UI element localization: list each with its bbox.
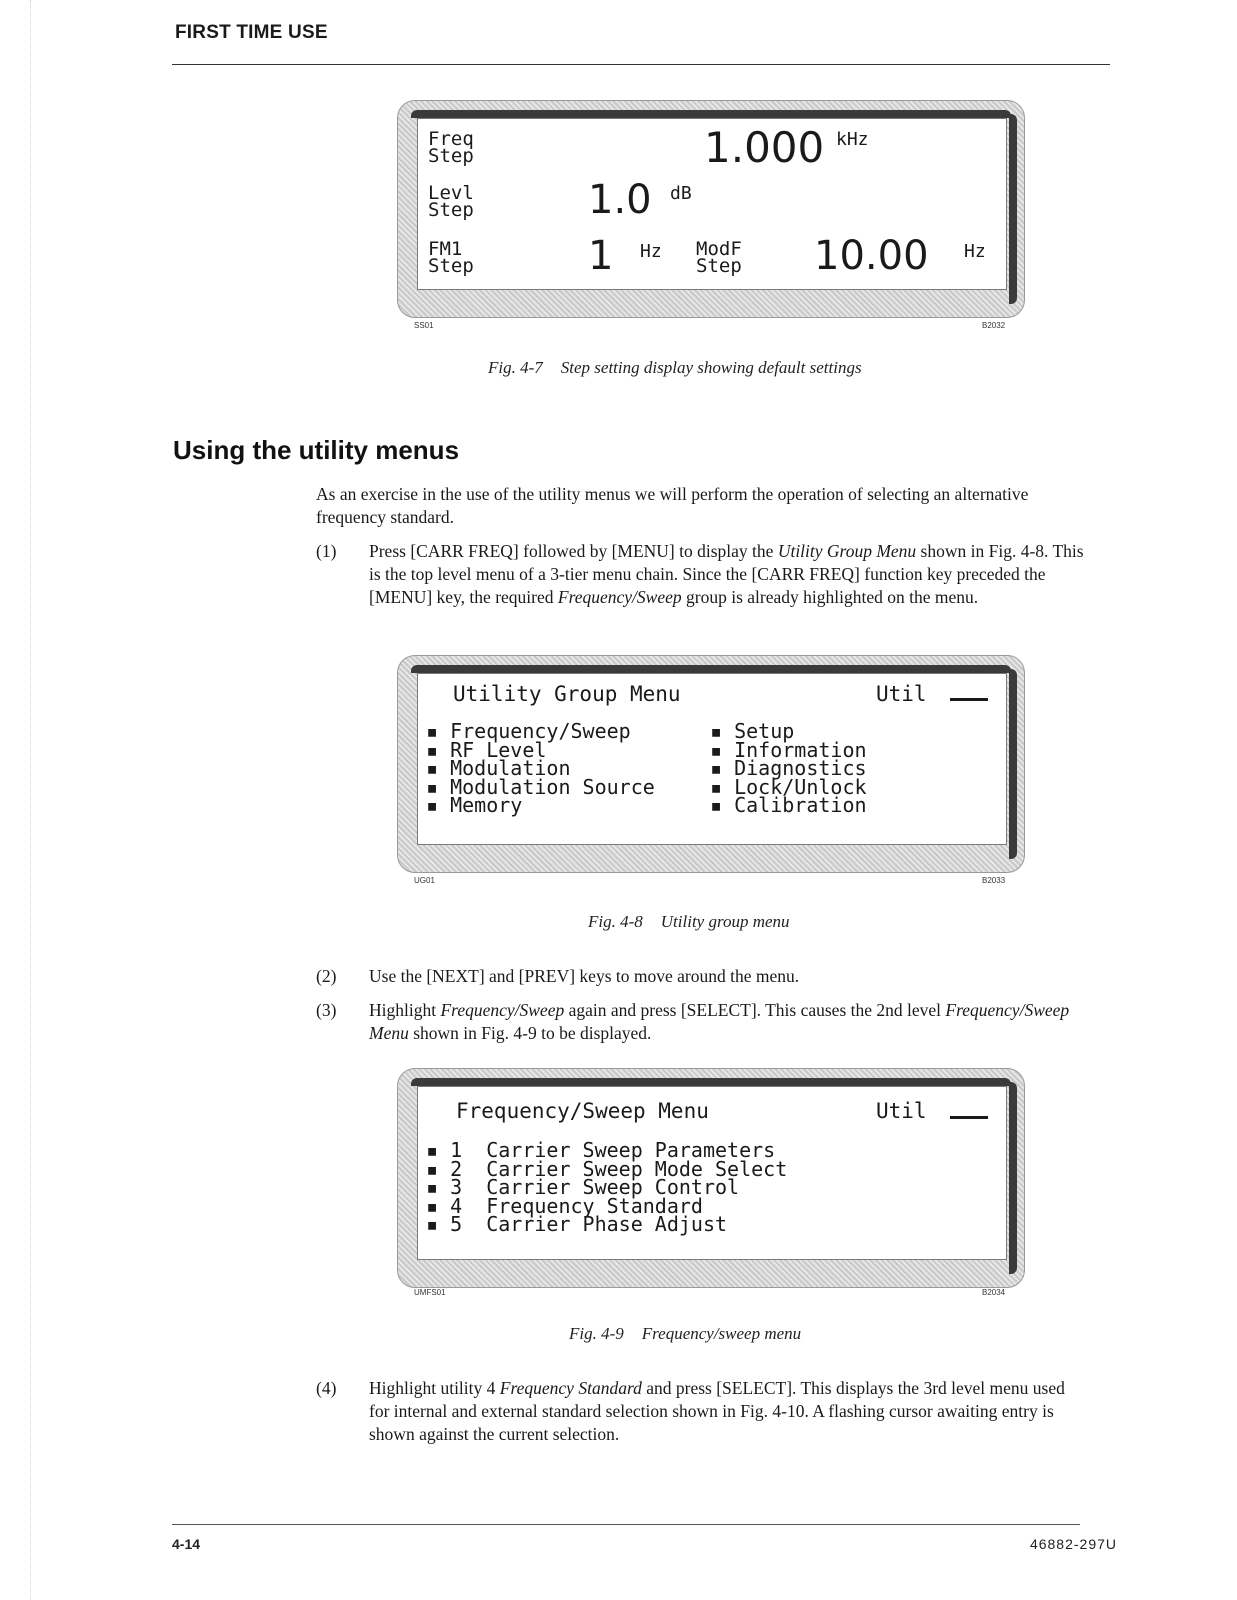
bullet-icon: ▪ [426, 1156, 451, 1181]
menu-item-list [426, 1138, 788, 1236]
fm1-step-value: 1 [588, 233, 614, 279]
frequency-sweep-menu-display [397, 1068, 1025, 1288]
menu-item-label: 3 Carrier Sweep Control [450, 1175, 740, 1199]
bezel-shadow-right [1009, 669, 1017, 859]
menu-mode: Util [876, 682, 927, 706]
menu-item[interactable] [426, 793, 655, 817]
intro-paragraph: As an exercise in the use of the utility menus we will perform the operation of selecting an alternative frequency standard. [316, 484, 1029, 527]
step-text: Use the [NEXT] and [PREV] keys to move around the menu. [369, 966, 800, 986]
bullet-icon: ▪ [426, 774, 451, 799]
menu-item[interactable] [710, 793, 867, 817]
bullet-icon: ▪ [426, 737, 451, 762]
figure-tag-left: UMFS01 [414, 1288, 446, 1297]
bezel-shadow-top [411, 1078, 1011, 1086]
menu-item-label: Frequency/Sweep [450, 719, 631, 743]
figure-caption: Fig. 4-8 Utility group menu [588, 912, 790, 931]
menu-item-label: Modulation Source [450, 774, 655, 799]
menu-item-label: Lock/Unlock [734, 774, 867, 799]
bullet-icon: ▪ [426, 1175, 451, 1199]
figure-caption: Fig. 4-7 Step setting display showing default settings [488, 358, 862, 377]
fm1-step-unit: Hz [640, 241, 662, 262]
bezel-shadow-top [411, 110, 1011, 118]
utility-group-menu-display [397, 655, 1025, 873]
lcd-screen [417, 118, 1007, 290]
menu-item[interactable] [426, 1212, 787, 1236]
freq-step-label: Freq Step [428, 128, 474, 167]
lcd-screen [417, 1086, 1007, 1260]
step-number: (2) [316, 966, 337, 986]
page-number: 4-14 [172, 1536, 201, 1552]
menu-left-column [426, 719, 655, 817]
menu-title: Frequency/Sweep Menu [456, 1099, 709, 1123]
step-setting-display [397, 100, 1025, 318]
bezel-shadow-right [1009, 114, 1017, 304]
level-step-unit: dB [670, 183, 692, 204]
figure-tag-left: UG01 [414, 876, 435, 885]
page-edge [30, 0, 32, 1600]
bezel-shadow-top [411, 665, 1011, 673]
menu-item-label: 4 Frequency Standard [450, 1193, 703, 1218]
figure-tag-left: SS01 [414, 321, 434, 330]
menu-item-label: Modulation [450, 756, 571, 780]
bullet-icon: ▪ [426, 1212, 451, 1236]
step-number: (1) [316, 541, 337, 561]
bullet-icon: ▪ [426, 1138, 451, 1162]
figure-tag-right: B2032 [982, 321, 1006, 330]
menu-right-column [710, 719, 867, 817]
bullet-icon: ▪ [426, 1193, 451, 1218]
bullet-icon: ▪ [710, 756, 735, 780]
bullet-icon: ▪ [710, 737, 735, 762]
menu-cursor [950, 698, 988, 701]
menu-item-label: RF Level [450, 737, 547, 762]
figure-caption: Fig. 4-9 Frequency/sweep menu [569, 1324, 802, 1343]
bezel-shadow-right [1009, 1082, 1017, 1274]
document-number: 46882-297U [1029, 1536, 1117, 1552]
running-header: FIRST TIME USE [175, 22, 328, 43]
bullet-icon: ▪ [426, 756, 451, 780]
level-step-label: Levl Step [428, 182, 474, 221]
figure-tag-right: B2033 [982, 876, 1006, 885]
bullet-icon: ▪ [710, 793, 735, 817]
menu-item-label: Setup [734, 719, 795, 743]
menu-title: Utility Group Menu [453, 682, 681, 706]
bullet-icon: ▪ [710, 719, 735, 743]
lcd-screen [417, 673, 1007, 845]
header-rule [172, 64, 1110, 65]
bullet-icon: ▪ [426, 719, 451, 743]
footer-rule [172, 1524, 1080, 1525]
modf-step-unit: Hz [964, 241, 986, 262]
fm1-step-label: FM1 Step [428, 238, 474, 277]
menu-cursor [950, 1116, 988, 1119]
modf-step-label: ModF Step [696, 238, 742, 277]
step-number: (4) [316, 1378, 337, 1398]
bullet-icon: ▪ [710, 774, 735, 799]
step-text: Highlight Frequency/Sweep again and press [SELECT]. This causes the 2nd level Frequency/Sweep Menu shown in Fig. 4-9 to be displayed. [369, 1000, 1070, 1043]
menu-item-label: Memory [450, 793, 523, 817]
step-text: Press [CARR FREQ] followed by [MENU] to display the Utility Group Menu shown in Fig. 4-8. This is the top level menu of a 3-tier menu chain. Since the [CARR FREQ] function key preceded the [MENU] key, the required Frequency/Sweep group is already highlighted on the menu. [369, 541, 1084, 607]
level-step-value: 1.0 [588, 177, 652, 223]
step-number: (3) [316, 1000, 337, 1020]
menu-item-label: Calibration [734, 793, 867, 817]
freq-step-unit: kHz [836, 129, 869, 150]
menu-item-label: Diagnostics [734, 756, 867, 780]
modf-step-value: 10.00 [814, 233, 929, 279]
menu-item-label: 1 Carrier Sweep Parameters [450, 1138, 776, 1162]
menu-mode: Util [876, 1099, 927, 1123]
menu-item-label: 2 Carrier Sweep Mode Select [450, 1156, 788, 1181]
figure-tag-right: B2034 [982, 1288, 1006, 1297]
step-text: Highlight utility 4 Frequency Standard and press [SELECT]. This displays the 3rd level menu used for internal and external standard selection shown in Fig. 4-10. A flashing cursor awaiting entry is shown against the current selection. [369, 1378, 1065, 1444]
freq-step-value: 1.000 [704, 123, 825, 172]
section-heading: Using the utility menus [173, 435, 460, 465]
menu-item-label: 5 Carrier Phase Adjust [450, 1212, 728, 1236]
bullet-icon: ▪ [426, 793, 451, 817]
menu-item-label: Information [734, 737, 867, 762]
